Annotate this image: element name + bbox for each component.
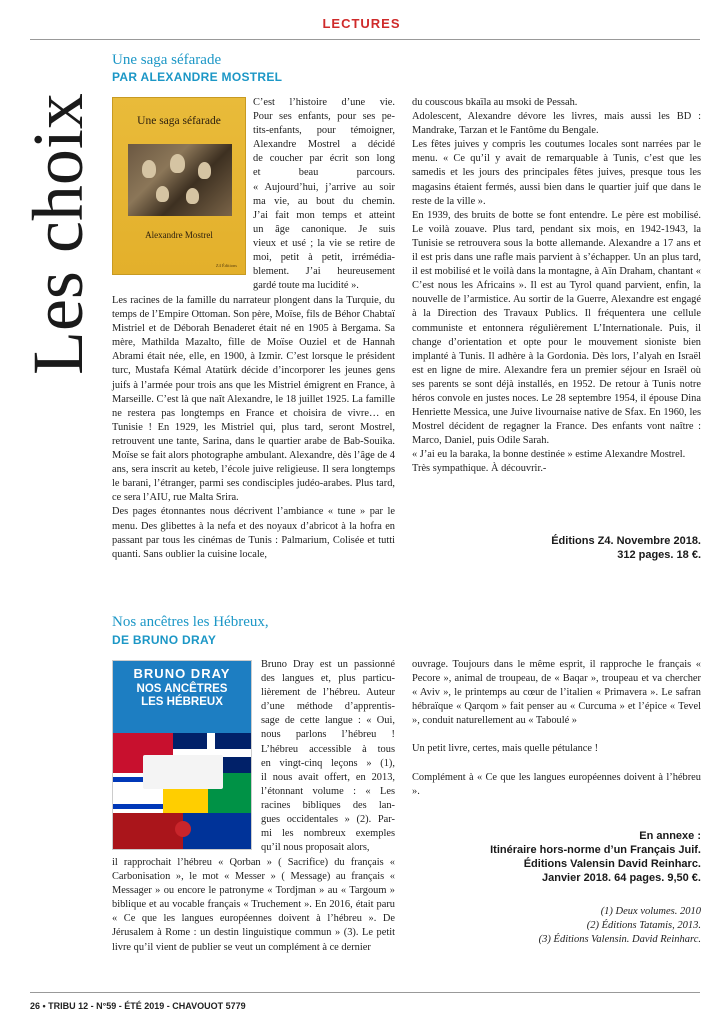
cover-author: BRUNO DRAY bbox=[133, 666, 231, 681]
footer-divider bbox=[30, 992, 700, 993]
cover-family-photo bbox=[128, 144, 232, 216]
text-line: de coucher par écrit son long bbox=[253, 153, 395, 165]
review1-title: Une saga séfarade bbox=[112, 52, 222, 68]
info-line: (1) Deux volumes. 2010 bbox=[600, 906, 701, 917]
text-line: ma vie, au bout du chemin. bbox=[253, 195, 395, 207]
text-line: gardé toute ma lucidité ». bbox=[253, 280, 359, 292]
paragraph: Adolescent, Alexandre dévore les livres, mais aussi les BD : Mandrake, Tarzan et le Fantôme du Bengale. bbox=[412, 111, 701, 137]
paragraph: il rapprochait l’hébreu « Qorban » ( Sacrifice) du français « Carbonisation », le mot « Messer » ( Message) au français « Messager » ou encore le patronyme « Tordjman » au « Targoum » biblique et au vocable français « Truchement ». En 2016, était paru « Ce que les langues européennes doivent à l’hébreu ». De Jérusalem à Rome : un destin linguistique commun » (3). Le petit livre qu’il vient de publier se veut un complément à ce dernier bbox=[112, 857, 395, 953]
page-footer: 26 • TRIBU 12 - N°59 - ÉTÉ 2019 - CHAVOUOT 5779 bbox=[30, 1001, 246, 1011]
text-line: blement. J’ai heureusement bbox=[253, 266, 395, 278]
info-line: (3) Éditions Valensin. David Reinharc. bbox=[538, 934, 701, 945]
text-line: racines bibliques des lan- bbox=[261, 799, 395, 811]
text-line: J’ai fait mon temps et atteint bbox=[253, 209, 395, 221]
text-line: Bruno Dray est un passionné bbox=[261, 659, 395, 670]
text-line: moi, petit à petit, irrémédia- bbox=[253, 252, 395, 264]
cover-publisher: Z4 Éditions bbox=[215, 263, 237, 268]
text-line: des langues et, plus particu- bbox=[261, 673, 395, 685]
paragraph: En 1939, des bruits de botte se font entendre. Le père est mobilisé. Le voilà zouave. Plus tard, pendant six mois, en 1942-1943, la Tunisie se retrouvera sous la botte allemande. Alexandre a 17 ans et il est pris dans une rafle mais parvient à s’échapper. Un an plus tard, il est mobilisé et le voilà dans la montagne, à Aïn Draham, chantant « C’est nous les Africains ». Il est au Tyrol quand parvient, enfin, la nouvelle de l’armistice. Au sortir de la Guerre, Alexandre est engagé à la Direction des Travaux Publics. Il fréquentera une cellule communiste et entonnera régulièrement L’Internationale. Puis, il change d’orientation et opte pour le mouvement sioniste bien implanté à Tunis. Il adhère à la Gordonia. Dès lors, l’alyah en Israël est en ligne de mire. Alexandre fera un premier séjour en Israël où ses parents se sont déjà installés, en 1952. De retour à Tunis notre héros convole en justes noces. Le 28 septembre 1954, il épouse Dina Henriette Messica, une Juive livournaise native de Sfax. En 1960, les Mostrel décident de regagner la France. Des enfants vont naître : Marco, Daniel, puis Odile Sarah. bbox=[412, 209, 701, 447]
paragraph: Très sympathique. À découvrir.- bbox=[412, 463, 547, 475]
info-line: (2) Éditions Tatamis, 2013. bbox=[586, 920, 701, 931]
paragraph: du couscous bkaïla au msoki de Pessah. bbox=[412, 97, 578, 108]
paragraph: Complément à « Ce que les langues européennes doivent à l’hébreu ». bbox=[412, 771, 701, 797]
text-line: et beau parcours. bbox=[253, 167, 395, 179]
cover-subtitle-box bbox=[143, 755, 223, 789]
review1-publication-info bbox=[551, 534, 701, 562]
text-line: lièrement de l’hébreu. Auteur bbox=[261, 687, 395, 699]
text-line: il nous avait offert, en 2013, bbox=[261, 771, 395, 783]
review1-intro bbox=[253, 96, 395, 293]
text-line: L’hébreu accessible à tous bbox=[261, 743, 395, 755]
cover-author: Alexandre Mostrel bbox=[145, 230, 213, 240]
review2-intro bbox=[261, 658, 395, 855]
review1-author: PAR ALEXANDRE MOSTREL bbox=[112, 70, 283, 84]
info-line: 312 pages. 18 €. bbox=[617, 549, 701, 561]
text-line: un âge canonique. Je suis bbox=[253, 223, 395, 235]
side-title: Les choix bbox=[18, 93, 98, 375]
text-line: « Aujourd’hui, j’arrive au soir bbox=[253, 181, 395, 193]
review2-title: Nos ancêtres les Hébreux, bbox=[112, 614, 269, 630]
paragraph: Les racines de la famille du narrateur plongent dans la Turquie, du temps de l’Empire Ottoman. Son père, Moïse, fils de Béhor Chabtaï Mistriel et de Déborah Benaderet était né en 1905 à Bergama. Sa mère, Mathilda Mazalto, fille de Moïse Ouziel et de Hannah Abrami était née, elle, en 1900, à Izmir. C’est lorsque le président turc, Mustafa Kémal Atatürk décide d’incorporer les jeunes gens juifs à l’armée pour trois ans que les Mistriel émigrent en France, à Marseille. C’est là que naît Alexandre, le 18 juillet 1925. La famille ne restera pas longtemps en France et choisira de vivre… en Tunisie ! En 1929, les Mistriel qui, plus tard, seront Mostrel, retrouvent une tante, Sarina, dans le quartier arabe de Bab-Souika. Moïse se fait alors photographe ambulant. Alexandre, dès l’âge de 4 ans, sera inscrit au keteb, l’école juive religieuse. Il sera longtemps le barani, l’étranger, parmi ses condisciples judéo-arabes. Plus tard, ce sera l’AIU, rue Malta Srira. bbox=[112, 295, 395, 504]
text-line: sage de cette langue : « Oui, bbox=[261, 715, 395, 727]
paragraph: ouvrage. Toujours dans le même esprit, il rapproche le français « Pecore », animal de troupeau, de « Baqar », troupeau et va chercher « Aviv », le printemps au cœur de l’italien « Primavera ». Le safran hébraïque « Qarqom » fait penser au « Curcuma » et l’épice « Tevel », conduit naturellement au « Taboulé » bbox=[412, 659, 701, 727]
info-line: Éditions Z4. Novembre 2018. bbox=[551, 535, 701, 547]
text-line: d’une méthode d’apprentis- bbox=[261, 701, 395, 713]
review2-author: DE BRUNO DRAY bbox=[112, 633, 217, 647]
paragraph: Un petit livre, certes, mais quelle pétulance ! bbox=[412, 743, 599, 755]
review2-column1 bbox=[112, 856, 395, 955]
cover-title: Une saga séfarade bbox=[137, 115, 221, 127]
text-line: gues occidentales » (2). Par- bbox=[261, 814, 395, 826]
review1-column1 bbox=[112, 294, 395, 562]
text-line: C’est l’histoire d’une vie. bbox=[253, 97, 395, 108]
review1-column2 bbox=[412, 96, 701, 477]
info-line: Itinéraire hors-norme d’un Français Juif. bbox=[490, 844, 701, 856]
text-line: en vingt-cinq leçons » (1), bbox=[261, 757, 395, 769]
book-cover-saga-sefarade bbox=[112, 97, 246, 275]
text-line: qu’il nous proposait alors, bbox=[261, 842, 370, 854]
publisher-logo bbox=[175, 821, 191, 837]
text-line: nous parlons l’hébreu ! bbox=[261, 729, 395, 741]
info-line: Éditions Valensin David Reinharc. bbox=[523, 858, 701, 870]
review2-footnotes bbox=[539, 905, 701, 947]
header-divider bbox=[30, 39, 700, 40]
paragraph: Des pages étonnantes nous décrivent l’ambiance « tune » par le menu. Des glibettes à la nefa et des noyaux d’abricot à la hofra en passant par tous les cinémas de Tunis : Palmarium, Colisée et tutti quanti. Sans oublier la cuisine locale, bbox=[112, 506, 395, 560]
text-line: Alexandre Mostrel a décidé bbox=[253, 139, 395, 151]
info-line: Janvier 2018. 64 pages. 9,50 €. bbox=[541, 872, 701, 884]
review2-annex-info bbox=[490, 829, 701, 885]
text-line: mi les nombreux exemples bbox=[261, 828, 395, 840]
text-line: vieux et usé ; la vie se retire de bbox=[253, 237, 395, 249]
info-line: En annexe : bbox=[639, 830, 701, 842]
section-header: LECTURES bbox=[322, 16, 401, 31]
text-line: l’étonnant volume : « Les bbox=[261, 785, 395, 797]
review2-column2 bbox=[412, 658, 701, 799]
paragraph: Les fêtes juives y compris les coutumes locales sont narrées par le menu. « Ce qu’il y avait de remarquable à Tunis, c’est que les samedis et les jours des principales fêtes juives, presque tous les magasins étaient fermés, aussi bien dans le quartier juif que dans le reste de la ville ». bbox=[412, 139, 701, 207]
book-cover-ancetres-hebreux bbox=[112, 660, 252, 850]
paragraph: « J’ai eu la baraka, la bonne destinée » estime Alexandre Mostrel. bbox=[412, 449, 686, 461]
text-line: Pour ses enfants, pour ses pe- bbox=[253, 111, 395, 123]
cover-title: NOS ANCÊTRES LES HÉBREUX bbox=[136, 683, 228, 708]
text-line: tits-enfants, pour témoigner, bbox=[253, 125, 395, 137]
